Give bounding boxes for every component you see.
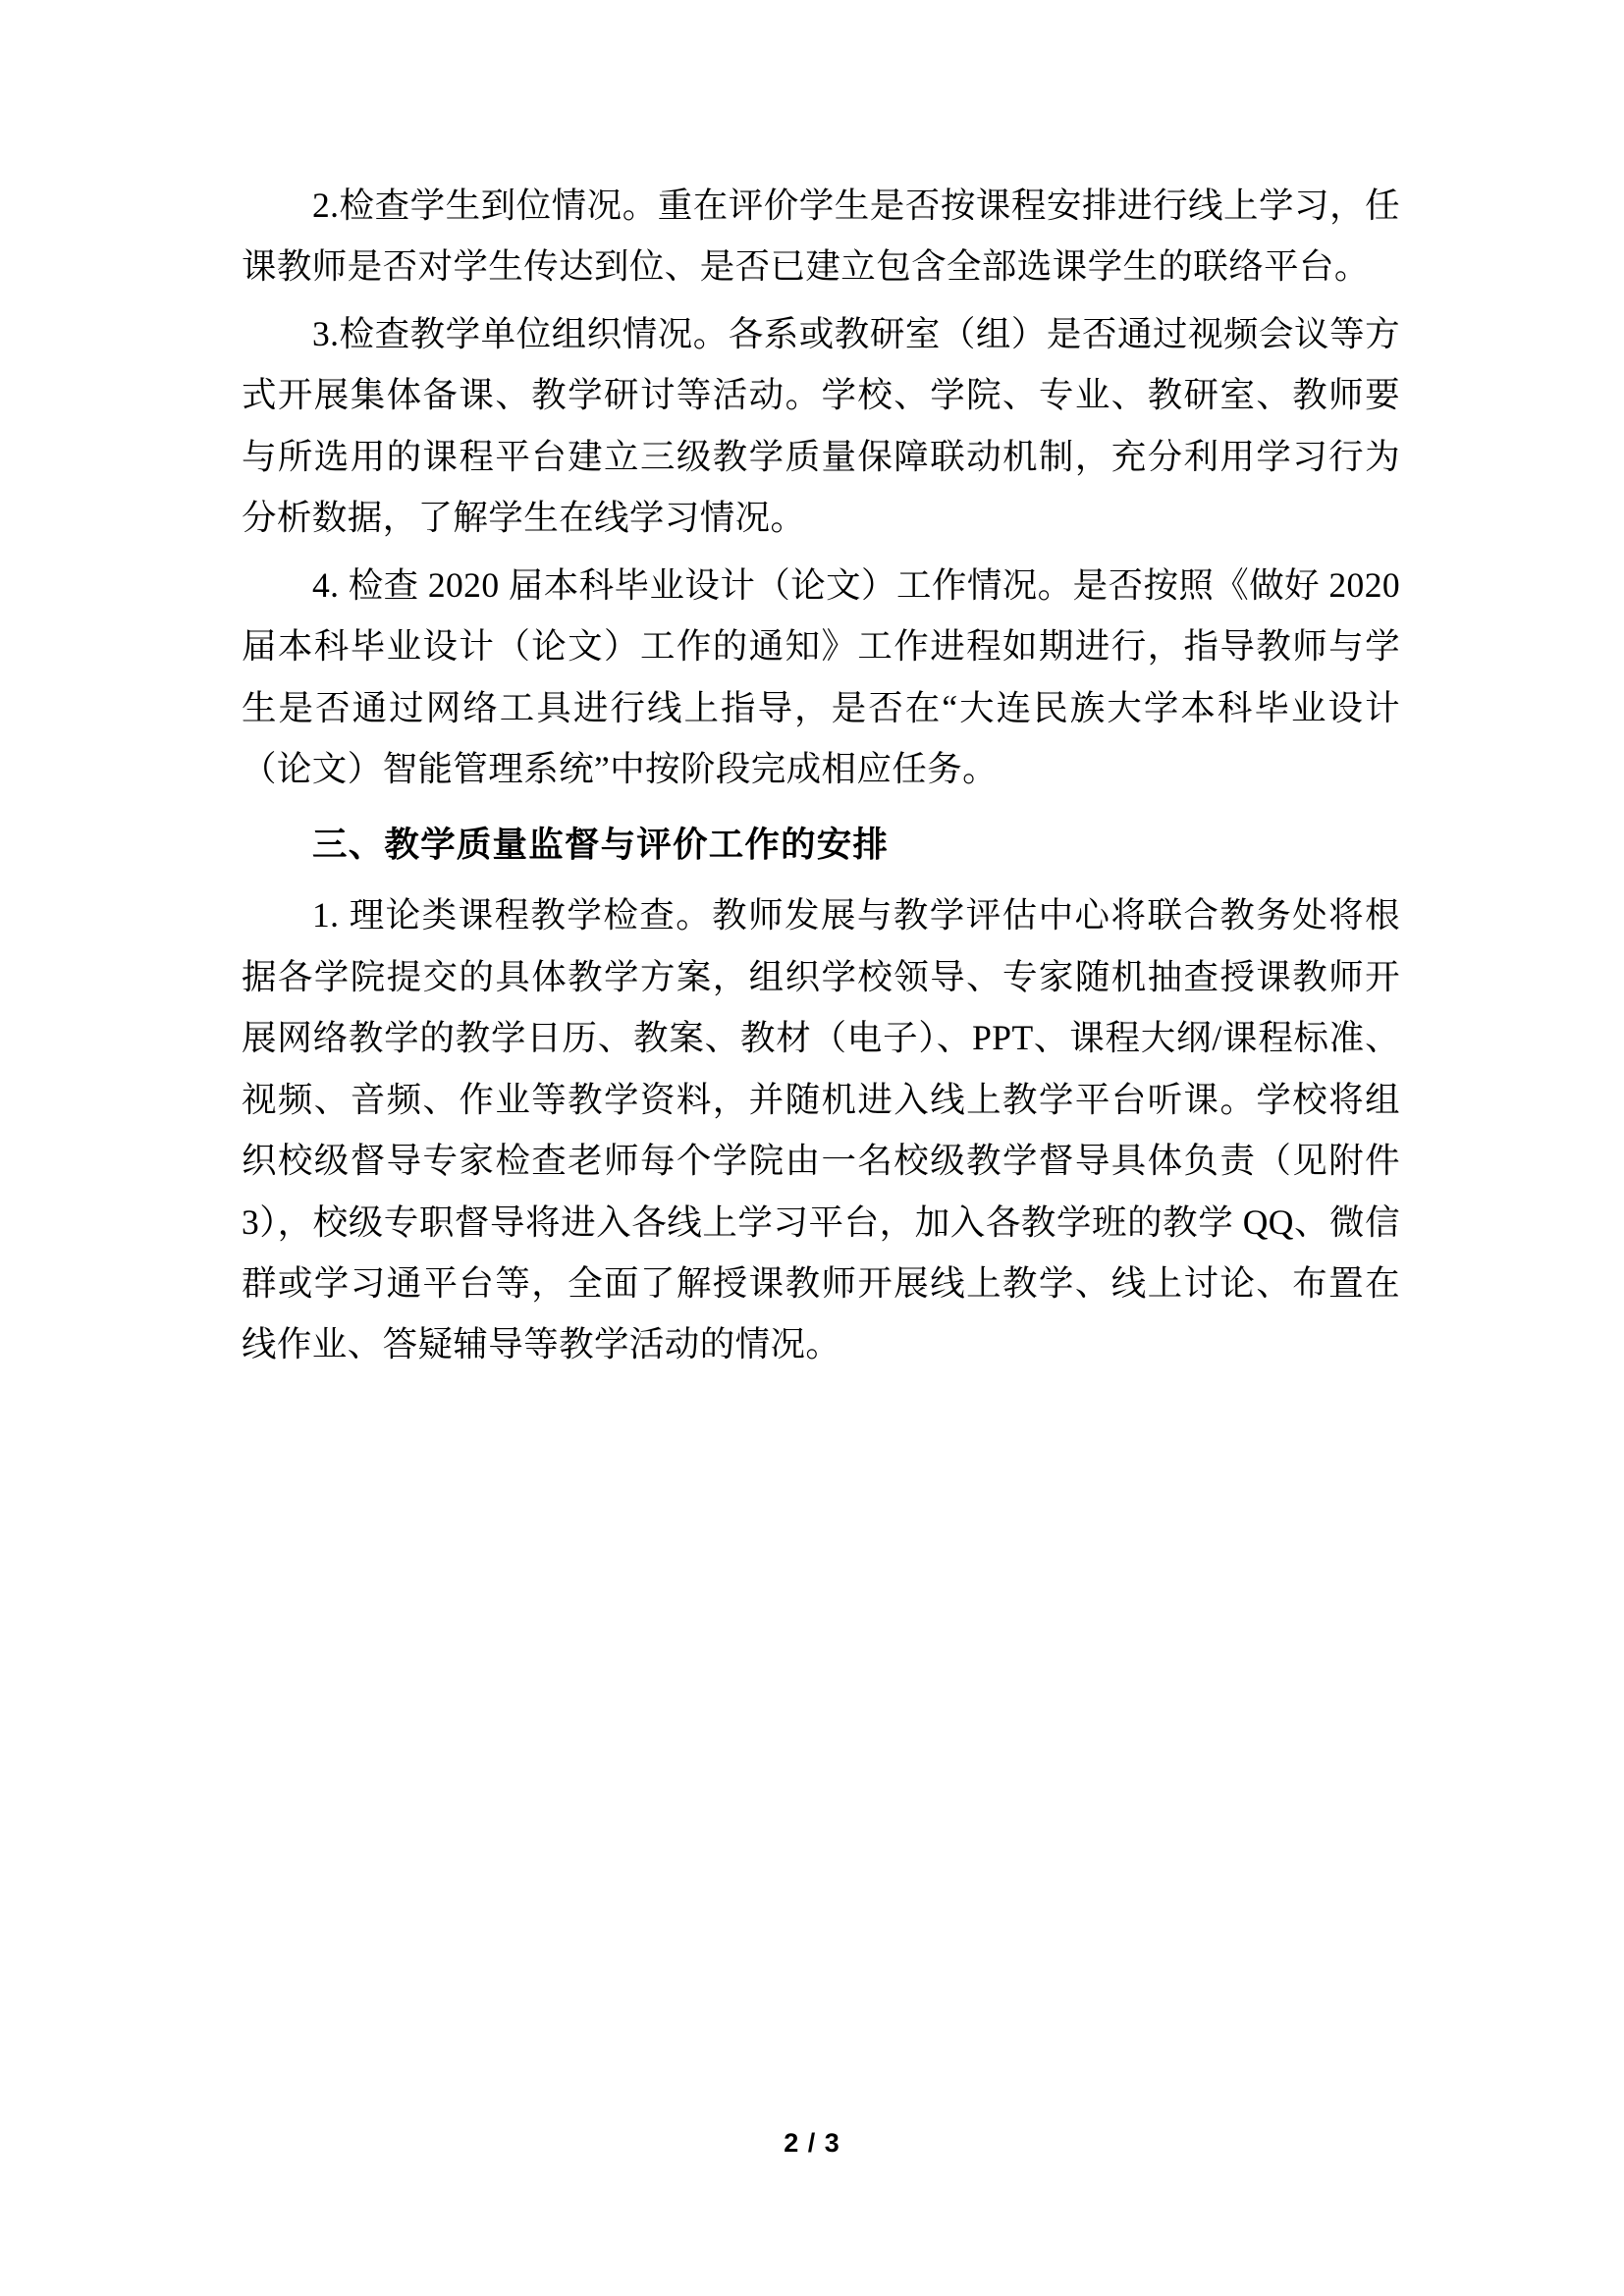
document-body — [242, 175, 1400, 1381]
heading-quality-supervision: 三、教学质量监督与评价工作的安排 — [312, 824, 890, 864]
paragraph-check-thesis-work: 4. 检查 2020 届本科毕业设计（论文）工作情况。是否按照《做好 2020 届本科毕业设计（论文）工作的通知》工作进程如期进行，指导教师与学生是否通过网络工具进行线上指导，是否在“大连民族大学本科毕业设计（论文）智能管理系统”中按阶段完成相应任务。 — [242, 564, 1400, 789]
paragraph-check-students: 2.检查学生到位情况。重在评价学生是否按课程安排进行线上学习，任课教师是否对学生传达到位、是否已建立包含全部选课学生的联络平台。 — [242, 186, 1400, 287]
page-number-footer: 2 / 3 — [784, 2128, 840, 2158]
paragraph-check-teaching-unit: 3.检查教学单位组织情况。各系或教研室（组）是否通过视频会议等方式开展集体备课、教学研讨等活动。学校、学院、专业、教研室、教师要与所选用的课程平台建立三级教学质量保障联动机制，充分利用学习行为分析数据，了解学生在线学习情况。 — [242, 313, 1400, 538]
paragraph-theory-course-inspection: 1. 理论类课程教学检查。教师发展与教学评估中心将联合教务处将根据各学院提交的具体教学方案，组织学校领导、专家随机抽查授课教师开展网络教学的教学日历、教案、教材（电子）、PPT、课程大纲/课程标准、视频、音频、作业等教学资料，并随机进入线上教学平台听课。学校将组织校级督导专家检查老师每个学院由一名校级教学督导具体负责（见附件 3），校级专职督导将进入各线上学习平台，加入各教学班的教学 QQ、微信群或学习通平台等，全面了解授课教师开展线上教学、线上讨论、布置在线作业、答疑辅导等教学活动的情况。 — [242, 895, 1400, 1364]
